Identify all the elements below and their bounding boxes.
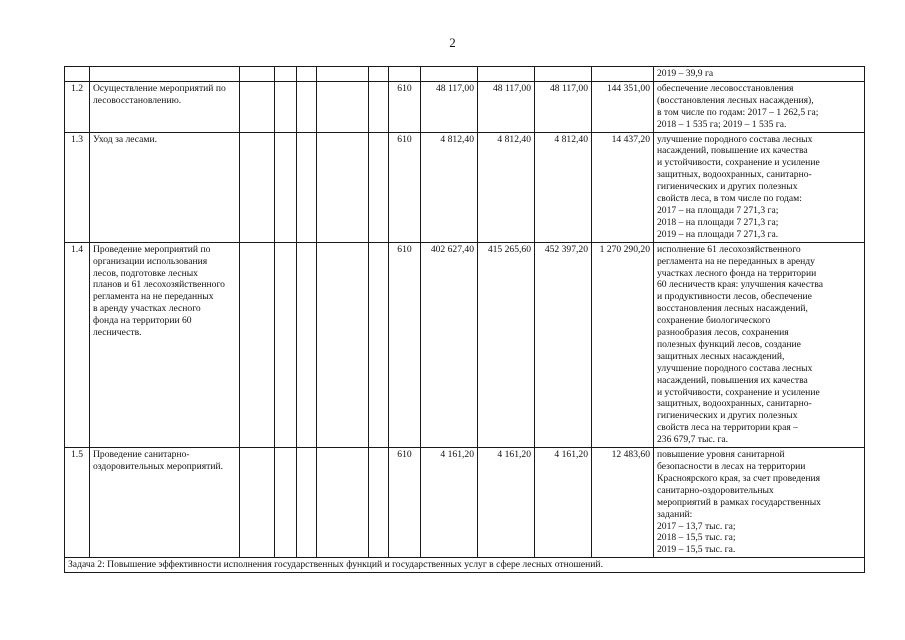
cell-v1: 4 812,40 bbox=[421, 132, 478, 242]
result-line: 2018 – 15,5 тыс. га; bbox=[657, 532, 736, 544]
result-line: безопасности в лесах на территории bbox=[657, 461, 806, 472]
cell-empty bbox=[275, 81, 297, 132]
page-number: 2 bbox=[449, 35, 456, 50]
cell-v2: 415 265,60 bbox=[478, 242, 535, 447]
result-line: 2019 – на площади 7 271,3 га. bbox=[657, 228, 779, 240]
result-line: 2018 – на площади 7 271,3 га; bbox=[657, 216, 779, 228]
cell-total: 144 351,00 bbox=[592, 81, 654, 132]
cell-v3: 48 117,00 bbox=[535, 81, 592, 132]
result-line: и продуктивности лесов, обеспечение bbox=[657, 291, 812, 303]
result-line: насаждений, повышение их качества bbox=[657, 145, 808, 157]
result-line: в том числе по годам: 2017 – 1 262,5 га; bbox=[657, 106, 819, 118]
name-line: Проведение санитарно- bbox=[93, 449, 190, 461]
result-line: восстановления лесных насаждений, bbox=[657, 303, 808, 315]
cell-empty bbox=[369, 132, 389, 242]
result-line: санитарно-оздоровительных bbox=[657, 484, 774, 496]
cell-empty bbox=[297, 448, 317, 558]
result-line: и устойчивости, сохранение и усиление bbox=[657, 157, 820, 169]
cell-v1: 4 161,20 bbox=[421, 448, 478, 558]
cell-empty bbox=[369, 448, 389, 558]
cell-empty bbox=[275, 132, 297, 242]
name-line: регламента на не переданных bbox=[93, 291, 214, 303]
cell-result bbox=[654, 132, 865, 242]
name-line: фонда на территории 60 bbox=[93, 315, 192, 327]
name-line: лесов, подготовке лесных bbox=[93, 267, 198, 279]
result-line: сохранение биологического bbox=[657, 315, 771, 327]
cell-empty bbox=[297, 81, 317, 132]
cell-v3: 4 161,20 bbox=[535, 448, 592, 558]
cell-v3: 4 812,40 bbox=[535, 132, 592, 242]
cell-v2: 4 161,20 bbox=[478, 448, 535, 558]
cell-empty bbox=[317, 242, 369, 447]
cell-code: 610 bbox=[389, 81, 421, 132]
result-line: 2019 – 15,5 тыс. га. bbox=[657, 544, 736, 556]
result-line: улучшение породного состава лесных bbox=[657, 362, 813, 374]
result-line: улучшение породного состава лесных bbox=[657, 133, 813, 145]
name-line: лесничеств. bbox=[93, 327, 142, 339]
table-row bbox=[65, 81, 865, 132]
cell-name bbox=[90, 448, 240, 558]
cell-v2: 48 117,00 bbox=[478, 81, 535, 132]
table-row bbox=[65, 448, 865, 558]
cell-name bbox=[90, 67, 240, 82]
cell-empty bbox=[369, 242, 389, 447]
name-line: Проведение мероприятий по bbox=[93, 243, 211, 255]
cell-result bbox=[654, 81, 865, 132]
result-line: исполнение 61 лесохозяйственного bbox=[657, 243, 801, 255]
cell-v3: 452 397,20 bbox=[535, 242, 592, 447]
table-row bbox=[65, 242, 865, 447]
table-row bbox=[65, 132, 865, 242]
cell-empty bbox=[240, 132, 275, 242]
result-line: защитных, водоохранных, санитарно- bbox=[657, 169, 812, 181]
result-line: гигиенических и других полезных bbox=[657, 410, 798, 422]
program-table bbox=[64, 66, 865, 573]
result-line: регламента на не переданных в аренду bbox=[657, 255, 815, 267]
result-line: свойств леса, в том числе по годам: bbox=[657, 193, 802, 205]
cell-empty bbox=[240, 448, 275, 558]
result-line: участках лесного фонда на территории bbox=[657, 267, 817, 279]
cell-result bbox=[654, 448, 865, 558]
cell-v1: 402 627,40 bbox=[421, 242, 478, 447]
cell-code: 610 bbox=[389, 132, 421, 242]
cell-v2: 4 812,40 bbox=[478, 132, 535, 242]
name-line: Уход за лесами. bbox=[93, 133, 158, 145]
result-line: защитных лесных насаждений, bbox=[657, 350, 785, 362]
cell-empty bbox=[317, 448, 369, 558]
name-line: Осуществление мероприятий по bbox=[93, 82, 226, 94]
cell-index bbox=[65, 67, 90, 82]
cell-code: 610 bbox=[389, 242, 421, 447]
name-line: лесовосстановлению. bbox=[93, 94, 182, 106]
result-line: 236 679,7 тыс. га. bbox=[657, 434, 729, 446]
cell-empty bbox=[297, 132, 317, 242]
cell-empty bbox=[240, 81, 275, 132]
name-line: планов и 61 лесохозяйственного bbox=[93, 279, 225, 291]
result-line: повышение уровня санитарной bbox=[657, 449, 785, 461]
name-line: оздоровительных мероприятий. bbox=[93, 461, 223, 472]
result-line: и устойчивости, сохранение и усиление bbox=[657, 386, 820, 398]
cell-name bbox=[90, 132, 240, 242]
task-row bbox=[65, 558, 865, 573]
cell-total: 1 270 290,20 bbox=[592, 242, 654, 447]
cell-index: 1.5 bbox=[65, 448, 90, 558]
cell-name bbox=[90, 81, 240, 132]
cell-empty bbox=[297, 242, 317, 447]
cell-index: 1.3 bbox=[65, 132, 90, 242]
cell-v1: 48 117,00 bbox=[421, 81, 478, 132]
cell-index: 1.4 bbox=[65, 242, 90, 447]
result-line: гигиенических и других полезных bbox=[657, 181, 798, 193]
cell-code bbox=[389, 67, 421, 82]
cell-empty bbox=[240, 242, 275, 447]
table-row-top bbox=[65, 67, 865, 82]
result-line: разнообразия лесов, сохранения bbox=[657, 327, 789, 339]
name-line: в аренду участках лесного bbox=[93, 303, 201, 315]
result-line: 60 лесничеств края: улучшения качества bbox=[657, 279, 824, 291]
cell-result bbox=[654, 242, 865, 447]
result-line: насаждений, повышения их качества bbox=[657, 374, 808, 386]
result-line: защитных, водоохранных, санитарно- bbox=[657, 398, 812, 410]
cell-name bbox=[90, 242, 240, 447]
cell-empty bbox=[275, 448, 297, 558]
cell-empty bbox=[369, 81, 389, 132]
result-line: Красноярского края, за счет проведения bbox=[657, 472, 821, 484]
cell-index: 1.2 bbox=[65, 81, 90, 132]
result-line: 2018 – 1 535 га; 2019 – 1 535 га. bbox=[657, 118, 787, 130]
cell-empty bbox=[275, 242, 297, 447]
name-line: организации использования bbox=[93, 255, 208, 267]
result-line: полезных функций лесов, создание bbox=[657, 338, 801, 350]
cell-empty bbox=[317, 132, 369, 242]
result-line: свойств леса на территории края – bbox=[657, 422, 798, 434]
result-line: 2017 – на площади 7 271,3 га; bbox=[657, 204, 779, 216]
result-line: обеспечение лесовосстановления bbox=[657, 82, 794, 94]
result-line: 2017 – 13,7 тыс. га; bbox=[657, 520, 736, 532]
cell-empty bbox=[317, 81, 369, 132]
cell-result bbox=[654, 67, 865, 82]
cell-total: 14 437,20 bbox=[592, 132, 654, 242]
result-line: 2019 – 39,9 га bbox=[657, 68, 714, 79]
cell-code: 610 bbox=[389, 448, 421, 558]
task-2-heading: Задача 2: Повышение эффективности исполнения государственных функций и государственных услуг в сфере лесных отношений. bbox=[65, 558, 865, 573]
result-line: мероприятий в рамках государственных bbox=[657, 496, 821, 508]
result-line: (восстановления лесных насаждения), bbox=[657, 94, 814, 106]
result-line: заданий: bbox=[657, 508, 693, 520]
cell-total: 12 483,60 bbox=[592, 448, 654, 558]
